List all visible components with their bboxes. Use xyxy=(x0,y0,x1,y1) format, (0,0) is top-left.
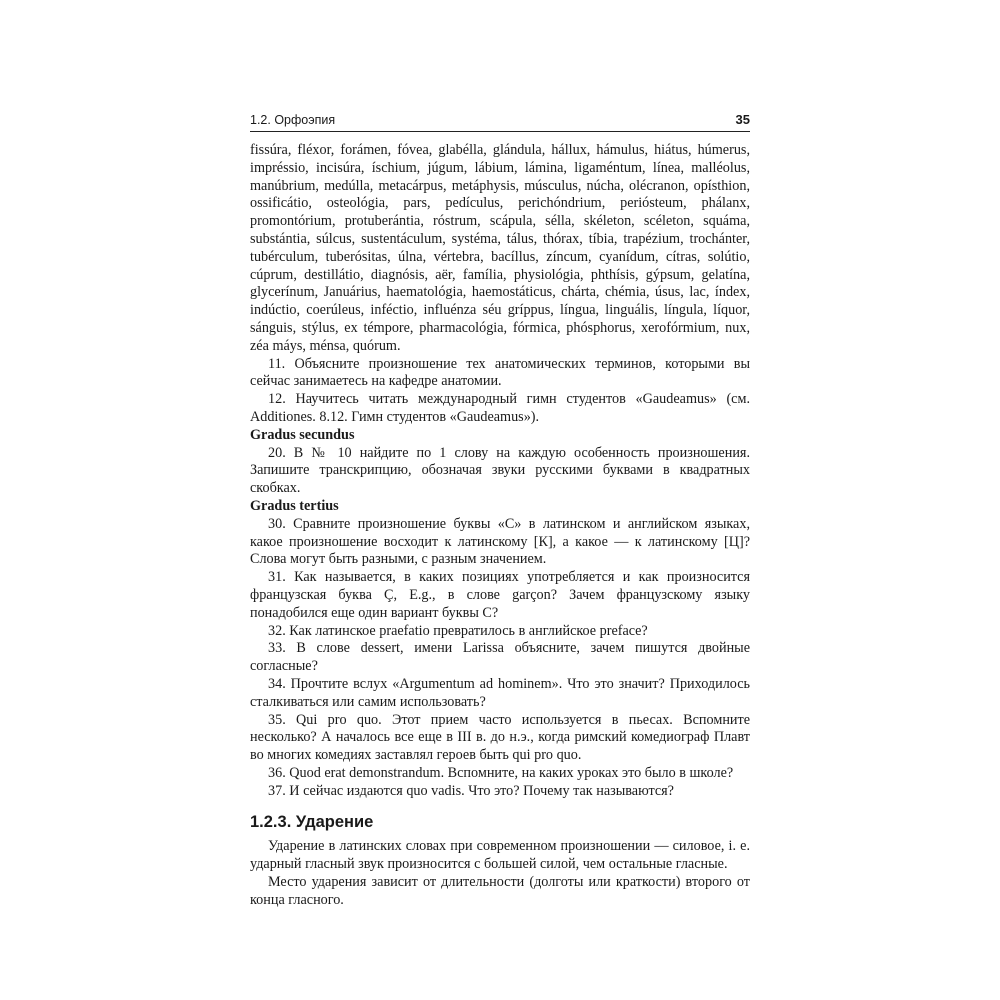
exercise-item: 36. Quod erat demonstrandum. Вспомните, на каких уроках это было в школе? xyxy=(268,764,734,781)
gradus-secundus-heading: Gradus secundus xyxy=(250,426,355,443)
page-number: 35 xyxy=(735,112,750,127)
running-head xyxy=(250,112,750,132)
exercise-item: 34. Прочтите вслух «Argumentum ad hominem». Что это значит? Приходилось сталкиваться или самим использовать? xyxy=(250,675,750,710)
section-heading: 1.2.3. Ударение xyxy=(250,813,374,832)
exercise-item: 20. В № 10 найдите по 1 слову на каждую особенность произношения. Запишите транскрипцию, обозначая звуки русскими буквами в квадратных скобках. xyxy=(250,444,750,497)
section-header: 1.2. Орфоэпия xyxy=(250,113,336,127)
gradus-tertius-heading: Gradus tertius xyxy=(250,497,339,514)
latin-word-list: fissúra, fléxor, forámen, fóvea, glabélla, glándula, hállux, hámulus, hiátus, húmerus, impréssio, incisúra, íschium, júgum, lábium, lámina, ligaméntum, línea, malléolus, manúbrium, medúlla, metacárpus, metáphysis, músculus, núcha, olécranon, opísthion, ossificátio, osteológia, pars, pedículus, perichóndrium, perióstеum, phálanx, promontórium, protuberántia, róstrum, scápula, sélla, skéleton, scéleton, squáma, substántia, súlcus, sustentáculum, systéma, tálus, thórax, tíbia, trapézium, trochánter, tubérculum, tuberósitas, úlna, vértebra, bacíllus, zíncum, cyanídum, cítras, solútio, cúprum, destillátio, diagnósis, aёr, família, physiológia, phthísis, gýpsum, gelatína, glycerínum, Januárius, haematológia, haemostáticus, chárta, chémia, úsus, lac, índex, indúctio, coerúleus, inféctio, influénza séu gríppus, língua, linguális, língula, líquor, sánguis, stýlus, ex témpore, pharmacológia, fórmica, phósphorus, xerofórmium, nux, zéa máys, ménsa, quórum. xyxy=(250,142,750,354)
exercise-item: 31. Как называется, в каких позициях употребляется и как произносится французская буква Ç, E.g., в слове garçon? Зачем французскому языку понадобился еще один вариант буквы С? xyxy=(250,569,750,621)
exercise-item: 32. Как латинское praefatio превратилось в английское preface? xyxy=(268,622,648,639)
section-paragraph: Место ударения зависит от длительности (долготы или краткости) второго от конца гласного. xyxy=(250,873,750,908)
page-body xyxy=(250,142,750,909)
exercise-item: 37. И сейчас издаются quo vadis. Что это? Почему так называются? xyxy=(268,782,674,799)
exercise-item: 12. Научитесь читать международный гимн студентов «Gaudeamus» (см. Additiones. 8.12. Гимн студентов «Gaudeamus»). xyxy=(250,391,750,425)
exercise-item: 11. Объясните произношение тех анатомических терминов, которыми вы сейчас занимаетесь на кафедре анатомии. xyxy=(250,355,750,390)
book-page xyxy=(250,112,750,909)
exercise-item: 33. В слове dessert, имени Larissa объясните, зачем пишутся двойные согласные? xyxy=(250,640,750,675)
section-paragraph: Ударение в латинских словах при современном произношении — силовое, i. e. ударный гласный звук произносится с большей силой, чем остальные гласные. xyxy=(250,838,750,873)
exercise-item: 35. Qui pro quo. Этот прием часто используется в пьесах. Вспомните несколько? А началось все еще в III в. до н.э., когда римский комедиограф Плавт во многих комедиях заставлял героев быть qui pro quo. xyxy=(250,711,750,764)
exercise-item: 30. Сравните произношение буквы «С» в латинском и английском языках, какое произношение восходит к латинскому [К], а какое — к латинскому [Ц]? Слова могут быть разными, с разным значением. xyxy=(250,515,750,568)
